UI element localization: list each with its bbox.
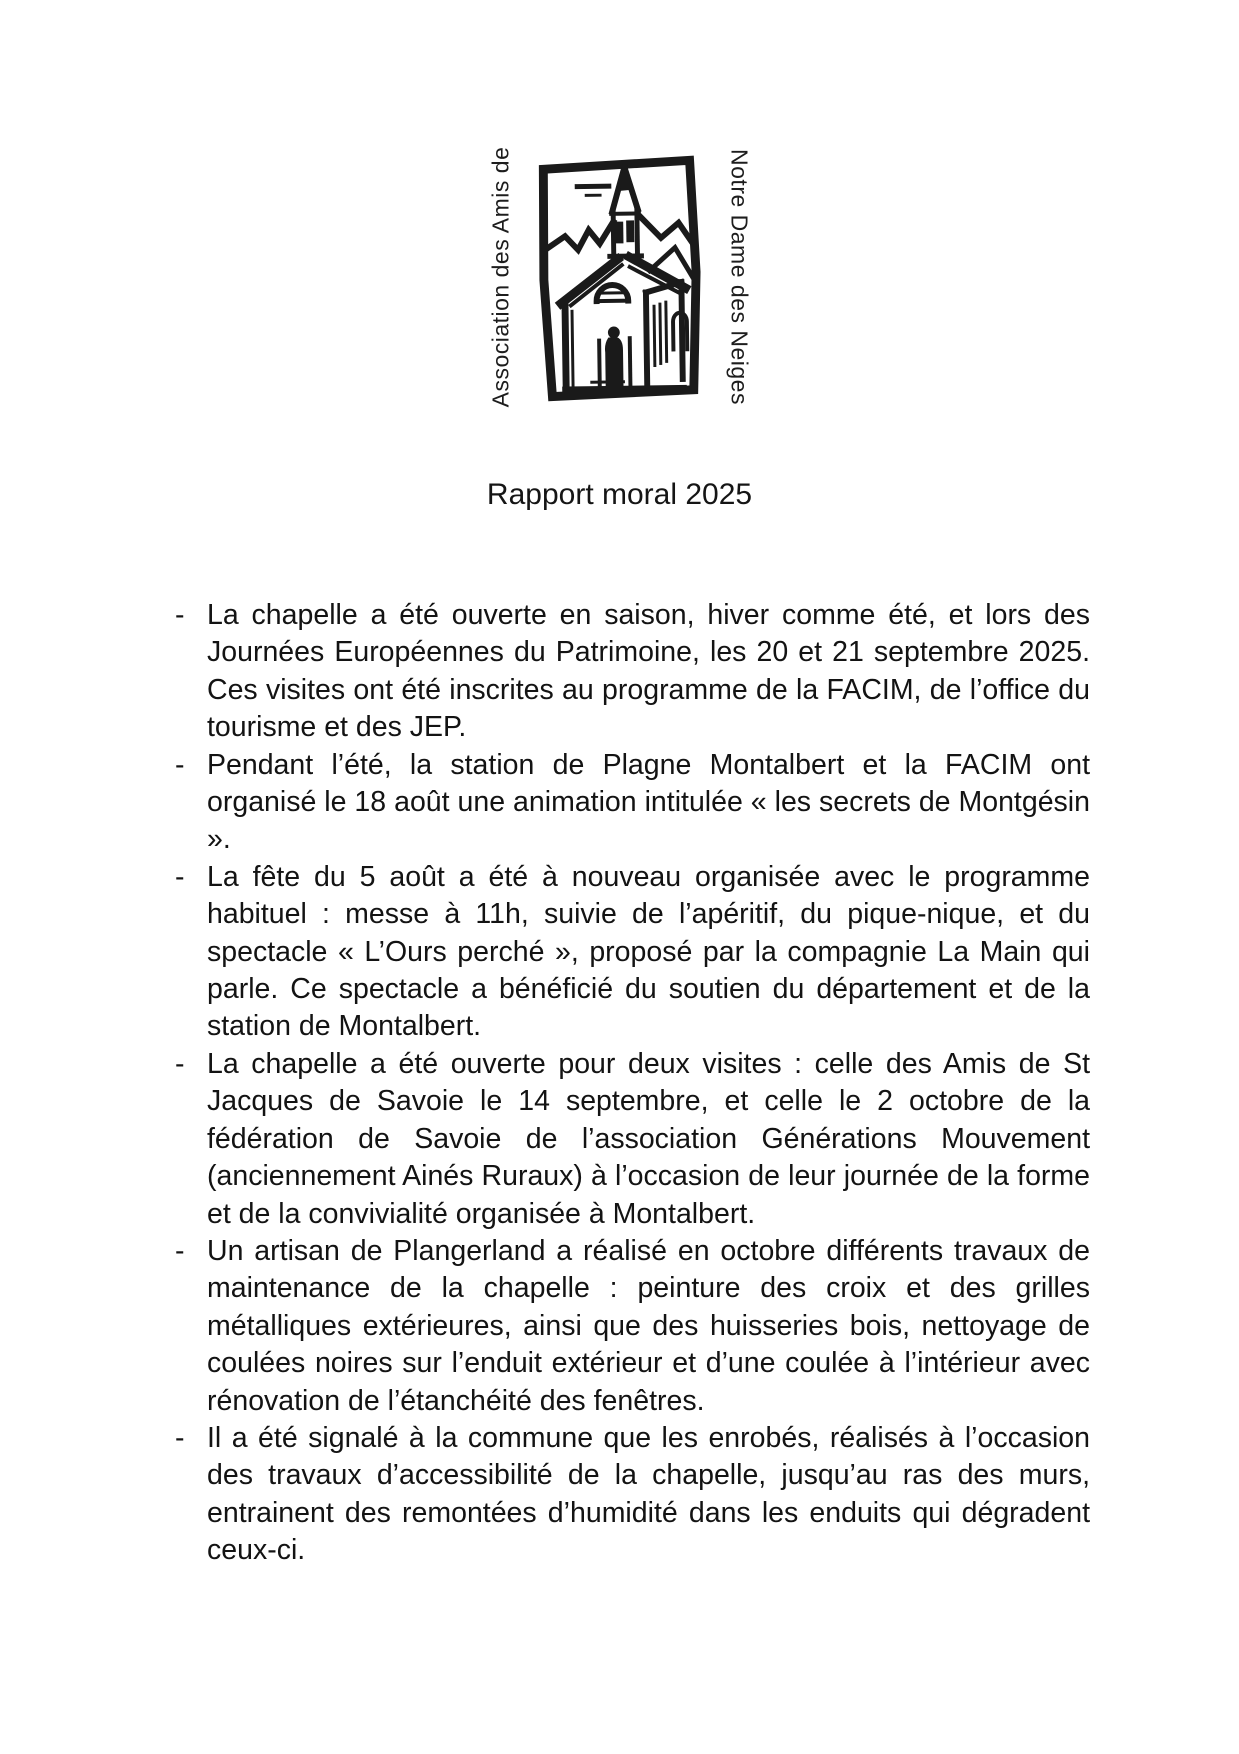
bullet-text: Un artisan de Plangerland a réalisé en octobre différents travaux de maintenance de la chapelle : peinture des croix et des grilles métalliques extérieures, ainsi que des huisseries bois, nettoyage de coulées noires sur l’enduit extérieur et d’une coulée à l’intérieur avec rénovation de l’étanchéité des fenêtres. bbox=[207, 1234, 1090, 1417]
association-logo bbox=[0, 148, 1239, 406]
chapel-woodcut-icon bbox=[531, 151, 709, 403]
bullet-dash: - bbox=[175, 748, 185, 781]
bullet-text: Il a été signalé à la commune que les enrobés, réalisés à l’occasion des travaux d’accessibilité de la chapelle, jusqu’au ras des murs, entrainent des remontées d’humidité dans les enduits qui dégradent ceux-ci. bbox=[207, 1421, 1090, 1567]
list-item bbox=[175, 1233, 1090, 1420]
logo-right-caption-text: Notre Dame des Neiges bbox=[726, 149, 752, 405]
bullet-dash: - bbox=[175, 1047, 185, 1080]
bullet-dash: - bbox=[175, 1421, 185, 1454]
bullet-text: La chapelle a été ouverte en saison, hiver comme été, et lors des Journées Européennes du Patrimoine, les 20 et 21 septembre 2025. Ces visites ont été inscrites au programme de la FACIM, de l’office du tourisme et des JEP. bbox=[207, 599, 1090, 744]
list-item bbox=[175, 859, 1090, 1046]
bullet-text: Pendant l’été, la station de Plagne Montalbert et la FACIM ont organisé le 18 août une animation intitulée « les secrets de Montgésin ». bbox=[207, 748, 1090, 856]
bullet-text: La fête du 5 août a été à nouveau organisée avec le programme habituel : messe à 11h, suivie de l’apéritif, du pique-nique, et du spectacle « L’Ours perché », proposé par la compagnie La Main qui parle. Ce spectacle a bénéficié du soutien du département et de la station de Montalbert. bbox=[207, 860, 1090, 1043]
report-body bbox=[175, 597, 1090, 1570]
list-item bbox=[175, 597, 1090, 747]
bullet-dash: - bbox=[175, 860, 185, 893]
page-title: Rapport moral 2025 bbox=[486, 478, 753, 511]
list-item bbox=[175, 1046, 1090, 1233]
list-item bbox=[175, 1420, 1090, 1570]
chapel-woodcut-logo bbox=[531, 151, 709, 403]
logo-left-caption-text: Association des Amis de bbox=[487, 146, 513, 408]
list-item bbox=[175, 747, 1090, 859]
bullet-dash: - bbox=[175, 1234, 185, 1267]
logo-left-caption bbox=[483, 148, 519, 406]
bullet-dash: - bbox=[175, 599, 185, 631]
logo-right-caption bbox=[721, 148, 757, 406]
bullet-text: La chapelle a été ouverte pour deux visites : celle des Amis de St Jacques de Savoie le 14 septembre, et celle le 2 octobre de la fédération de Savoie de l’association Générations Mouvement (anciennement Ainés Ruraux) à l’occasion de leur journée de la forme et de la convivialité organisée à Montalbert. bbox=[207, 1047, 1090, 1230]
